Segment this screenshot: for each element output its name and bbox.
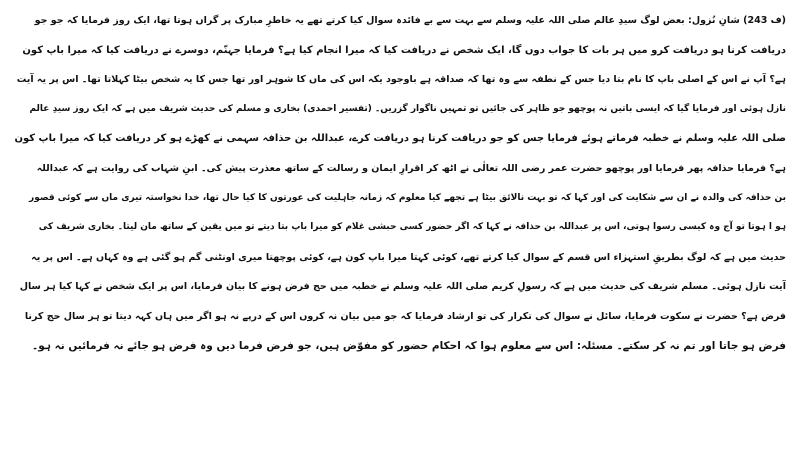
text-line-4: نازل ہوئی اور فرمایا گیا کہ ایسی باتیں نہ پوچھو جو ظاہر کی جائیں تو تمہیں ناگوار گزریں۔ (تفسیر احمدی) بخاری و مسلم کی حدیث شریف میں ہے کہ ایک روز سیدِ عالم	[29, 103, 786, 114]
text-line-7: بن حذافہ کی والدہ نے ان سے شکایت کی اور کہا کہ تو بہت نالائق بیٹا ہے تجھے کیا معلوم کہ زمانہ جاہلیت کی عورتوں کا کیا حال تھا، خدا نخواستہ تیری ماں سے کوئی قصور	[29, 192, 786, 203]
text-line-3: ہے؟ آپ نے اس کے اصلی باپ کا نام بتا دیا جس کے نطفہ سے وہ تھا کہ صداقہ ہے باوجود یکہ اس کی ماں کا شوہر اور تھا جس کا یہ شخص بیٹا کہلاتا تھا۔ اس پر یہ آیت	[16, 74, 786, 86]
text-line-5: صلی اللہ علیہ وسلم نے خطبہ فرماتے ہوئے فرمایا جس کو جو دریافت کرنا ہو دریافت کرے، عبداللہ بن حذافہ سہمی نے کھڑے ہو کر دریافت کیا کہ میرا باپ کون	[14, 133, 786, 145]
text-line-11: فرض ہے؟ حضرت نے سکوت فرمایا، سائل نے سوال کی تکرار کی تو ارشاد فرمایا کہ جو میں بیان نہ کروں اس کے درپے نہ ہو اگر میں ہاں کہہ دیتا تو ہر سال حج کرنا	[24, 310, 786, 322]
text-line-8: ہو ا ہوتا تو آج وہ کیسی رسوا ہوتی، اس پر عبداللہ بن حذافہ نے کہا کہ اگر حضور کسی حبشی غلام کو میرا باپ بتا دیتے تو میں یقین کے ساتھ مان لیتا۔ بخاری شریف کی	[38, 222, 786, 233]
text-line-1: (ف 243) شانِ نُزول: بعض لوگ سیدِ عالم صلی اللہ علیہ وسلم سے بہت سے بے فائدہ سوال کیا کرتے تھے یہ خاطرِ مبارک پر گراں ہوتا تھا، ایک روز فرمایا کہ جو جو	[34, 15, 786, 26]
text-line-10: آیت نازل ہوئی۔ مسلم شریف کی حدیث میں ہے کہ رسولِ کریم صلی اللہ علیہ وسلم نے خطبہ میں حج فرض ہونے کا بیان فرمایا، اس پر ایک شخص نے کہا کیا ہر سال	[19, 281, 786, 293]
text-line-2: دریافت کرنا ہو دریافت کرو میں ہر بات کا جواب دوں گا، ایک شخص نے دریافت کیا کہ میرا انجام کیا ہے؟ فرمایا جہنّم، دوسرے نے دریافت کیا کہ میرا باپ کون	[22, 44, 786, 56]
text-line-6: ہے؟ فرمایا حذافہ پھر فرمایا اور پوچھو حضرت عمر رضی اللہ تعالٰی نے اٹھ کر اقرارِ ایمان و رسالت کے ساتھ معذرت پیش کی۔ ابنِ شہاب کی روایت ہے کہ عبداللہ	[36, 162, 786, 174]
tafsir-paragraph	[12, 6, 786, 361]
text-line-12: فرض ہو جاتا اور تم نہ کر سکتے۔ مسئلہ: اس سے معلوم ہوا کہ احکام حضور کو مفوّض ہیں، جو فرض فرما دیں وہ فرض ہو جائے نہ فرمائیں نہ ہو۔	[32, 339, 786, 352]
text-line-9: حدیث میں ہے کہ لوگ بطریقِ استہزاء اس قسم کے سوال کیا کرتے تھے، کوئی کہتا میرا باپ کون ہے، کوئی پوچھتا میری اونٹنی گم ہو گئی ہے وہ کہاں ہے۔ اس پر یہ	[31, 251, 786, 263]
